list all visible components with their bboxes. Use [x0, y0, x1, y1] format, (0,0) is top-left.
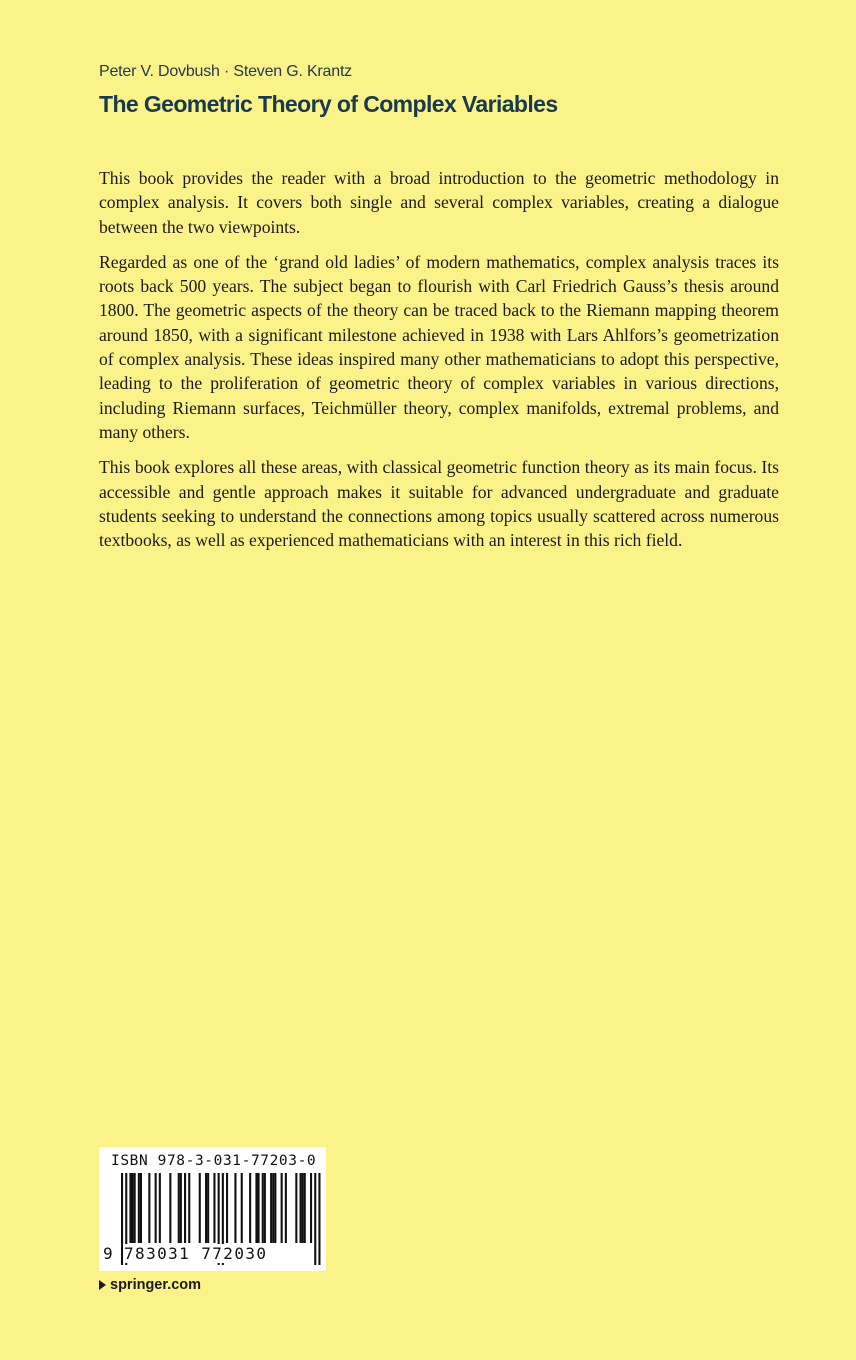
barcode-bar: [272, 1173, 274, 1243]
barcode-bar: [274, 1173, 276, 1243]
barcode-bar: [155, 1173, 157, 1243]
barcode-bar: [140, 1173, 142, 1243]
barcode-bar: [234, 1173, 236, 1243]
barcode-bar: [132, 1173, 134, 1243]
blurb-paragraph: This book explores all these areas, with classical geometric function theory as its main focus. Its accessible and gentle approach makes it suitable for advanced undergraduate and graduate students seeking to understand the connections among topics usually scattered across numerous textbooks, as well as experienced mathematicians with an interest in this rich field.: [99, 457, 779, 551]
authors: Peter V. Dovbush · Steven G. Krantz: [99, 63, 352, 80]
barcode-bar: [318, 1173, 320, 1265]
barcode-bar: [304, 1173, 306, 1243]
barcode-bar: [258, 1173, 260, 1243]
barcode-bar: [226, 1173, 228, 1243]
barcode-bar: [159, 1173, 161, 1243]
barcode-bar: [285, 1173, 287, 1243]
barcode-bar: [255, 1173, 257, 1243]
barcode-bar: [129, 1173, 131, 1243]
ean-digits: 783031 772030: [124, 1244, 268, 1263]
barcode-bar: [270, 1173, 272, 1243]
barcode-bar: [249, 1173, 251, 1243]
barcode-bar: [295, 1173, 297, 1243]
publisher-url: springer.com: [110, 1277, 202, 1293]
barcode-bar: [178, 1173, 180, 1243]
book-title: The Geometric Theory of Complex Variables: [99, 91, 558, 117]
barcode-bar: [169, 1173, 171, 1243]
blurb-paragraph: Regarded as one of the ‘grand old ladies’ of modern mathematics, complex analysis traces its roots back 500 years. The subject began to flourish with Carl Friedrich Gauss’s thesis around 1800. The geometric aspects of the theory can be traced back to the Riemann mapping theorem around 1850, with a significant milestone achieved in 1938 with Lars Ahlfors’s geometrization of complex analysis. These ideas inspired many other mathematicians to adopt this perspective, leading to the proliferation of geometric theory of complex variables in various directions, including Riemann surfaces, Teichmüller theory, complex manifolds, extremal problems, and many others.: [99, 251, 779, 442]
barcode-bar: [310, 1173, 312, 1243]
barcode-bar: [148, 1173, 150, 1243]
barcode-bar: [138, 1173, 140, 1243]
barcode-bar: [207, 1173, 209, 1243]
barcode-bar: [213, 1173, 215, 1243]
isbn-label: ISBN 978-3-031-77203-0: [111, 1153, 317, 1169]
barcode-bar: [134, 1173, 136, 1243]
barcode-bar: [314, 1173, 316, 1265]
barcode-bar: [180, 1173, 182, 1243]
triangle-right-icon: [99, 1280, 106, 1290]
barcode-bar: [188, 1173, 190, 1243]
blurb-paragraph: This book provides the reader with a broad introduction to the geometric methodology in complex analysis. It covers both single and several complex variables, creating a dialogue between the two viewpoints.: [99, 168, 779, 237]
barcode-bar: [302, 1173, 304, 1243]
barcode-bar: [184, 1173, 186, 1243]
barcode-bar: [262, 1173, 264, 1243]
barcode-bar: [199, 1173, 201, 1243]
barcode-bar: [300, 1173, 302, 1243]
ean-first-digit: 9: [103, 1244, 113, 1263]
barcode-bar: [241, 1173, 243, 1243]
isbn-barcode: [99, 1147, 326, 1271]
barcode-bar: [205, 1173, 207, 1243]
barcode-bar: [281, 1173, 283, 1243]
barcode-bar: [264, 1173, 266, 1243]
publisher-link[interactable]: [99, 1277, 201, 1293]
blurb: [99, 166, 779, 563]
